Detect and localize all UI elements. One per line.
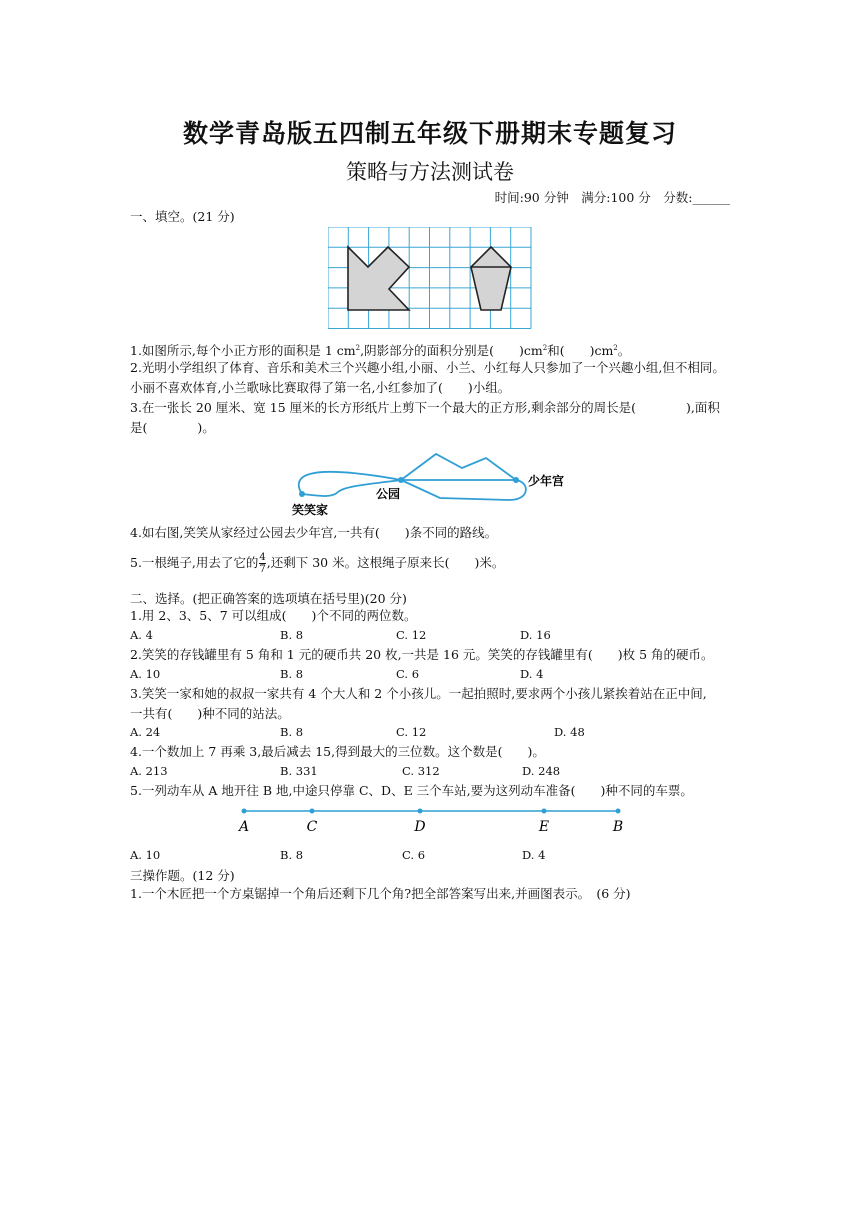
q2-4: 4.一个数加上 7 再乘 3,最后减去 15,得到最大的三位数。这个数是( )。 xyxy=(130,744,545,759)
grid-figure xyxy=(328,227,534,332)
fraction: $\frac{4}{7}$ xyxy=(259,552,266,575)
section-1-heading: 一、填空。(21 分) xyxy=(130,209,235,224)
station-c: C xyxy=(306,819,318,835)
park-point xyxy=(398,477,404,483)
q2-1-opt-b: B. 8 xyxy=(280,628,304,642)
q2-5-opt-c: C. 6 xyxy=(402,848,426,862)
palace-point xyxy=(513,477,519,483)
q2-5-opt-a: A. 10 xyxy=(130,848,161,862)
q1-2b: 小丽不喜欢体育,小兰歌咏比赛取得了第一名,小红参加了( )小组。 xyxy=(130,380,511,395)
q2-1-opt-d: D. 16 xyxy=(520,628,551,642)
q1-5: 5.一根绳子,用去了它的 $\frac{4}{7}$ ,还剩下 30 米。这根绳子原来长( )米。 xyxy=(130,552,505,575)
q2-1-opt-c: C. 12 xyxy=(396,628,427,642)
q2-5-opt-b: B. 8 xyxy=(280,848,304,862)
q1-2a: 2.光明小学组织了体育、音乐和美术三个兴趣小组,小丽、小兰、小红每人只参加了一个兴趣小组,但不相同。 xyxy=(130,360,725,375)
q2-2-opt-d: D. 4 xyxy=(520,667,544,681)
q2-3-opt-c: C. 12 xyxy=(396,725,427,739)
q2-2-opt-a: A. 10 xyxy=(130,667,161,681)
q2-4-opt-c: C. 312 xyxy=(402,764,440,778)
shaded-shape-2 xyxy=(471,247,511,310)
q2-4-opt-b: B. 331 xyxy=(280,764,318,778)
q2-4-opt-d: D. 248 xyxy=(522,764,561,778)
q2-2: 2.笑笑的存钱罐里有 5 角和 1 元的硬币共 20 枚,一共是 16 元。笑笑的存钱罐里有( )枚 5 角的硬币。 xyxy=(130,647,714,662)
q2-5: 5.一列动车从 A 地开往 B 地,中途只停靠 C、D、E 三个车站,要为这列动车准备( )种不同的车票。 xyxy=(130,783,693,798)
q2-3a: 3.笑笑一家和她的叔叔一家共有 4 个大人和 2 个小孩儿。一起拍照时,要求两个小孩儿紧挨着站在正中间, xyxy=(130,686,707,701)
q1-3a: 3.在一张长 20 厘米、宽 15 厘米的长方形纸片上剪下一个最大的正方形,剩余部分的周长是( ),面积 xyxy=(130,400,720,415)
q3-1: 1.一个木匠把一个方桌锯掉一个角后还剩下几个角?把全部答案写出来,并画图表示。 (6 分) xyxy=(130,886,631,901)
q2-3-opt-a: A. 24 xyxy=(130,725,161,739)
shaded-shape-1 xyxy=(348,247,409,310)
q2-5-opt-d: D. 4 xyxy=(522,848,546,862)
exam-meta: 时间:90 分钟 满分:100 分 分数:______ xyxy=(494,190,730,205)
section-2-heading: 二、选择。(把正确答案的选项填在括号里)(20 分) xyxy=(130,591,407,606)
q1-3b: 是( )。 xyxy=(130,420,215,435)
page-subtitle: 策略与方法测试卷 xyxy=(346,160,514,184)
station-d: D xyxy=(414,819,426,835)
station-e: E xyxy=(538,819,550,835)
q2-3-opt-b: B. 8 xyxy=(280,725,304,739)
q2-1-opt-a: A. 4 xyxy=(130,628,153,642)
q2-2-opt-b: B. 8 xyxy=(280,667,304,681)
home-label: 笑笑家 xyxy=(292,503,329,517)
q1-4: 4.如右图,笑笑从家经过公园去少年宫,一共有( )条不同的路线。 xyxy=(130,525,498,540)
page-title: 数学青岛版五四制五年级下册期末专题复习 xyxy=(182,119,677,148)
station-line xyxy=(230,802,630,838)
q2-2-opt-c: C. 6 xyxy=(396,667,420,681)
station-a: A xyxy=(238,819,250,835)
route-map xyxy=(290,448,590,522)
q1-1: 1.如图所示,每个小正方形的面积是 1 $cm^2$,阴影部分的面积分别是( )$cm^2$和( )$cm^2$。 xyxy=(130,343,631,359)
station-b: B xyxy=(612,819,624,835)
palace-label: 少年宫 xyxy=(528,474,565,488)
home-point xyxy=(299,491,305,497)
q2-1: 1.用 2、3、5、7 可以组成( )个不同的两位数。 xyxy=(130,608,417,623)
section-3-heading: 三操作题。(12 分) xyxy=(130,868,235,883)
q2-3-opt-d: D. 48 xyxy=(554,725,585,739)
q2-4-opt-a: A. 213 xyxy=(130,764,168,778)
q2-3b: 一共有( )种不同的站法。 xyxy=(130,706,290,721)
park-label: 公园 xyxy=(376,487,401,501)
